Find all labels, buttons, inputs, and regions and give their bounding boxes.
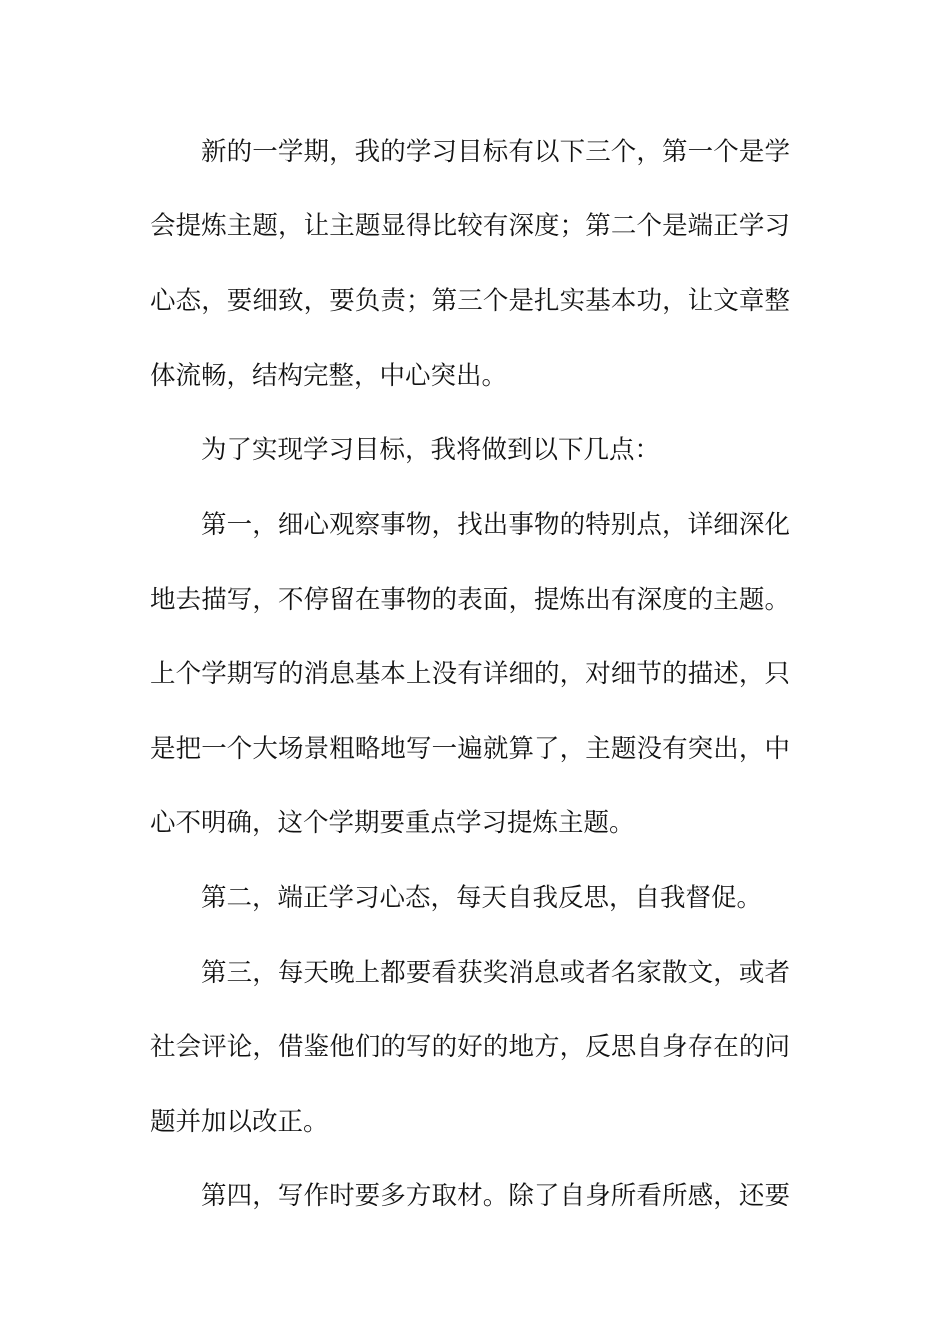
paragraph-3-line-4: 是把一个大场景粗略地写一遍就算了，主题没有突出，中: [150, 734, 790, 764]
paragraph-4-line-1: 第二，端正学习心态，每天自我反思，自我督促。: [201, 883, 763, 913]
paragraph-1-line-2: 会提炼主题，让主题显得比较有深度；第二个是端正学习: [150, 211, 790, 241]
paragraph-2-line-1: 为了实现学习目标，我将做到以下几点：: [201, 435, 661, 465]
paragraph-1-line-1: 新的一学期，我的学习目标有以下三个，第一个是学: [201, 137, 790, 167]
paragraph-3-line-1: 第一，细心观察事物，找出事物的特别点，详细深化: [201, 510, 790, 540]
paragraph-5-line-3: 题并加以改正。: [150, 1107, 329, 1137]
paragraph-1-line-3: 心态，要细致，要负责；第三个是扎实基本功，让文章整: [150, 286, 790, 316]
paragraph-3-line-5: 心不明确，这个学期要重点学习提炼主题。: [150, 808, 635, 838]
paragraph-5-line-1: 第三，每天晚上都要看获奖消息或者名家散文，或者: [201, 958, 790, 988]
paragraph-5-line-2: 社会评论，借鉴他们的写的好的地方，反思自身存在的问: [150, 1032, 790, 1062]
paragraph-6-line-1: 第四，写作时要多方取材。除了自身所看所感，还要: [201, 1181, 790, 1211]
paragraph-3-line-3: 上个学期写的消息基本上没有详细的，对细节的描述，只: [150, 659, 790, 689]
paragraph-3-line-2: 地去描写，不停留在事物的表面，提炼出有深度的主题。: [150, 585, 790, 615]
paragraph-1-line-4: 体流畅，结构完整，中心突出。: [150, 361, 508, 391]
